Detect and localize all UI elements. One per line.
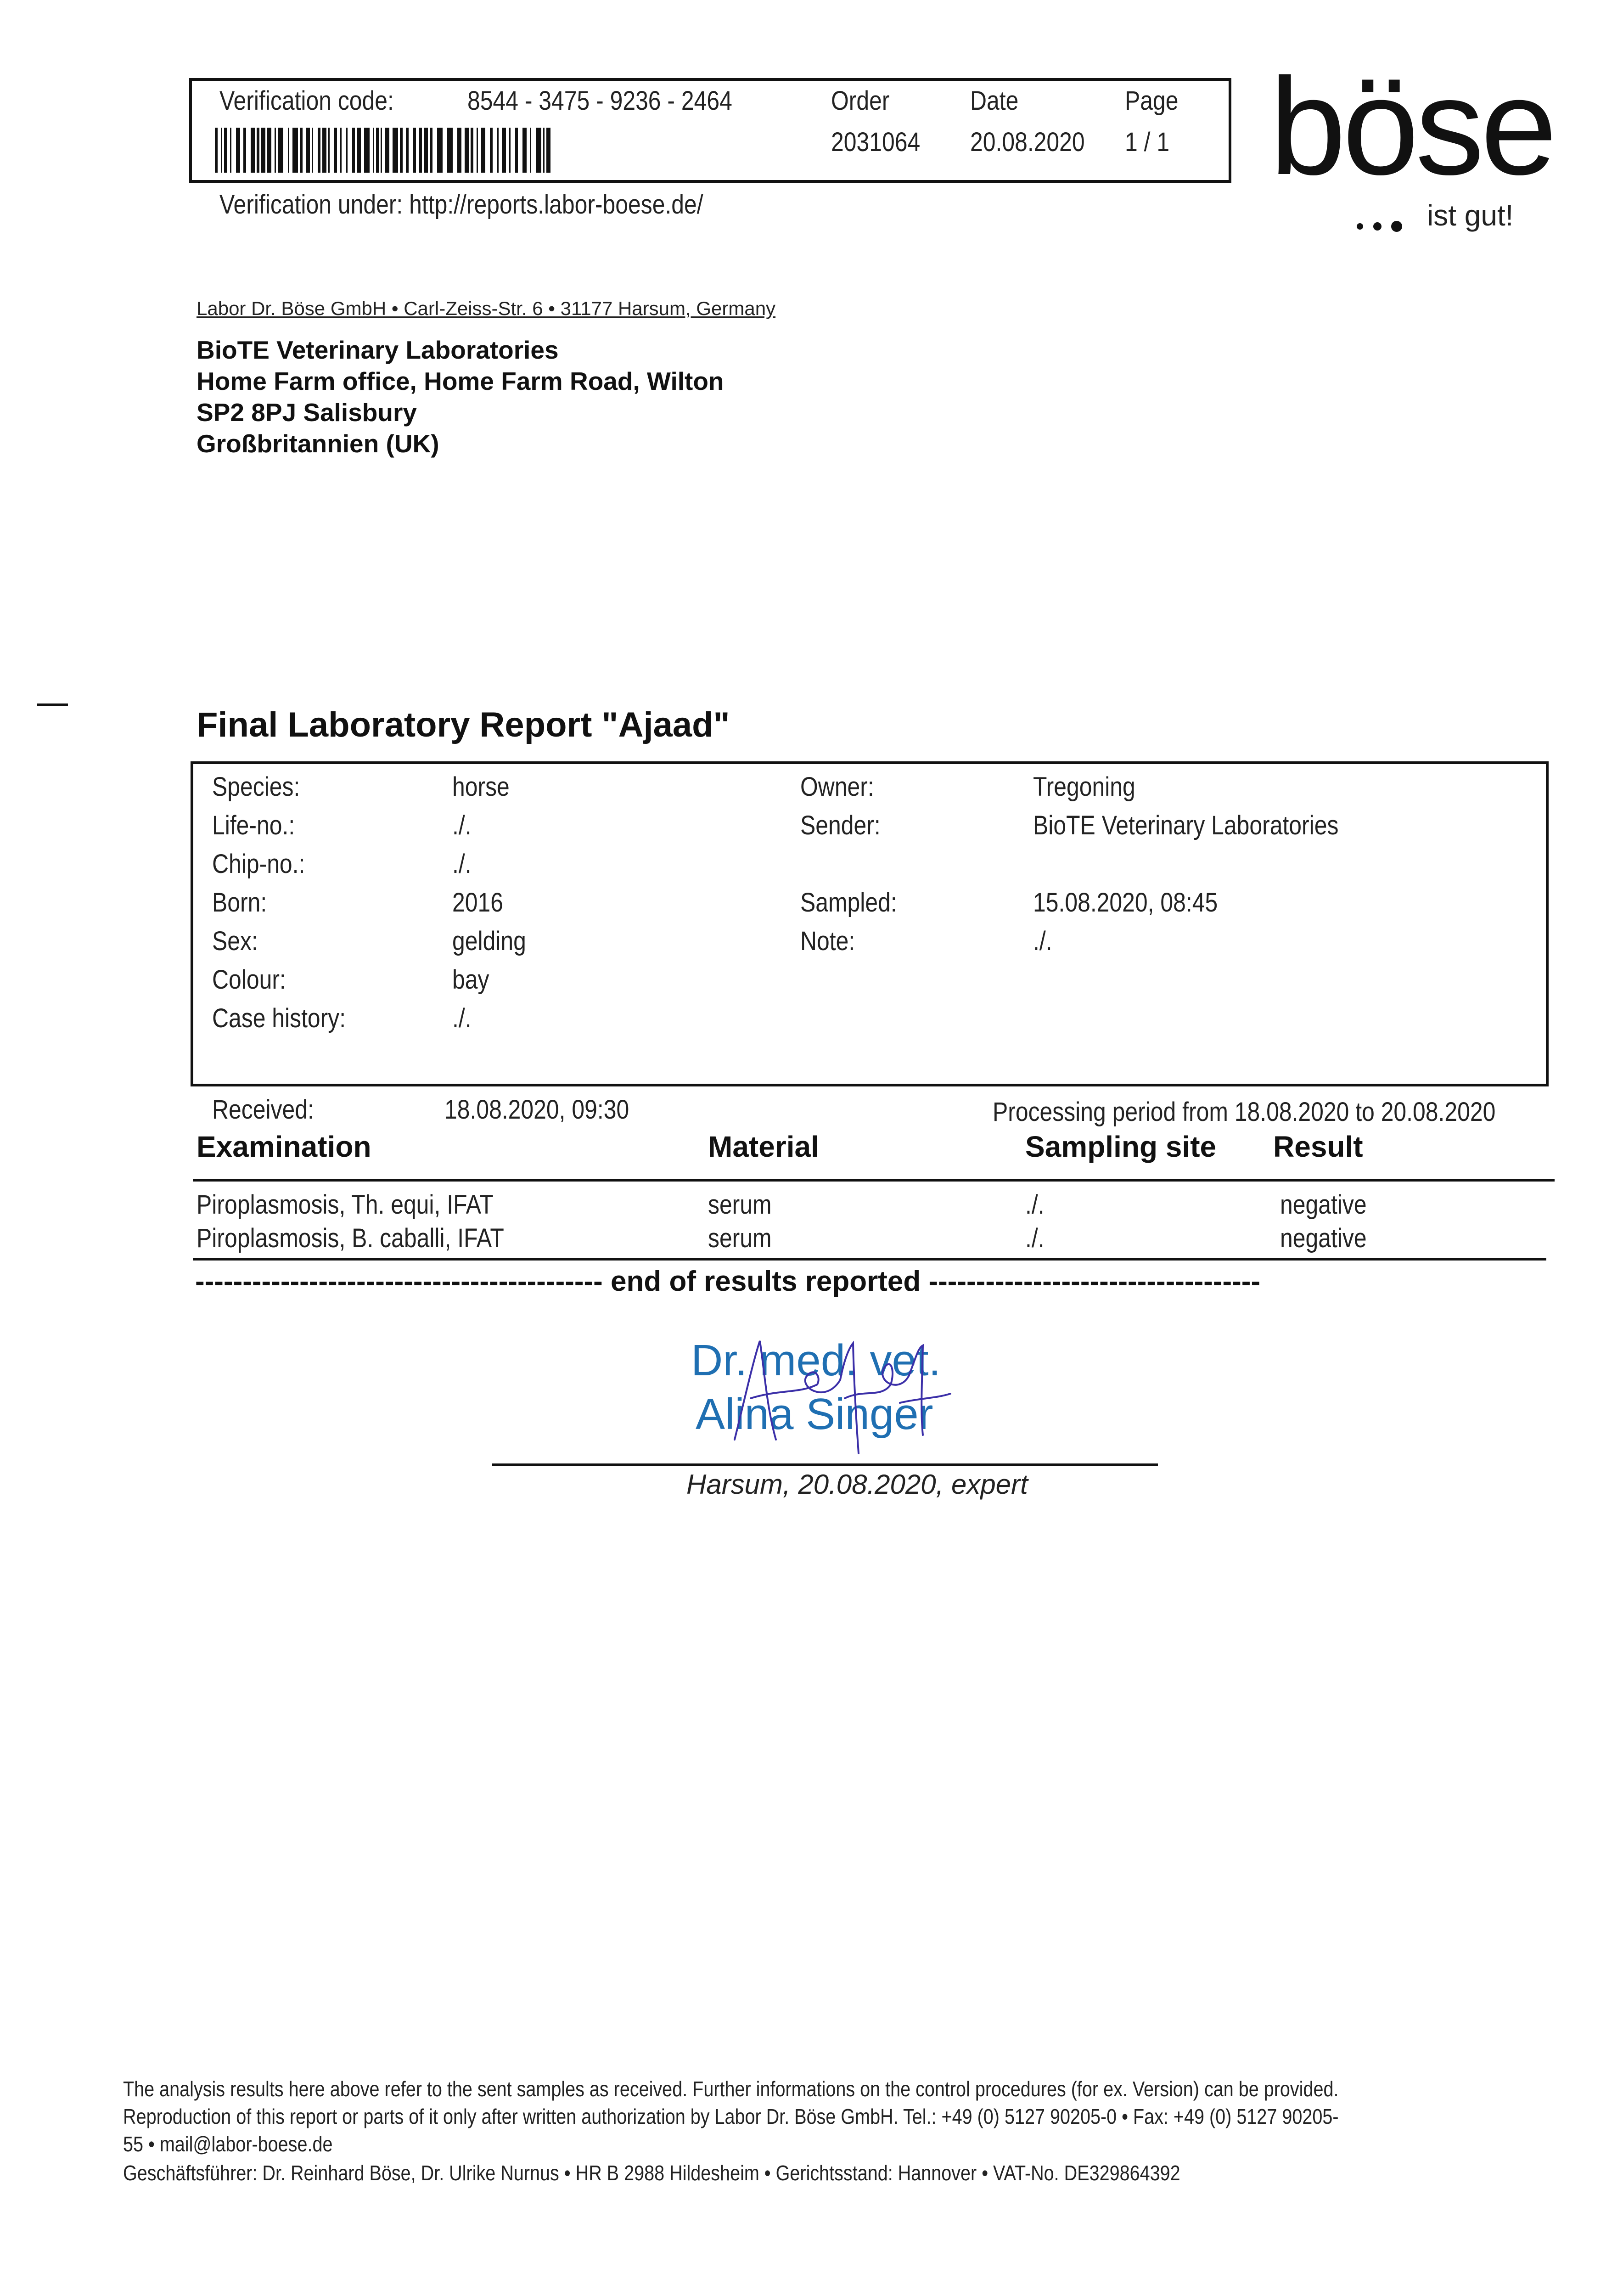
- owner-label: Owner:: [800, 772, 874, 802]
- case-history-label: Case history:: [212, 1003, 346, 1033]
- life-no-label: Life-no.:: [212, 810, 295, 840]
- order-number: 2031064: [831, 127, 921, 157]
- recipient-name: BioTE Veterinary Laboratories: [197, 336, 559, 364]
- verification-url: Verification under: http://reports.labor-boese.de/: [219, 190, 703, 219]
- col-result: Result: [1273, 1130, 1363, 1163]
- signature-title: Dr. med. vet.: [691, 1336, 941, 1385]
- recipient-country: Großbritannien (UK): [197, 429, 439, 458]
- born-label: Born:: [212, 888, 267, 917]
- sex-value: gelding: [452, 926, 526, 956]
- footer-line-2: Reproduction of this report or parts of it only after written authorization by Labor Dr. Böse GmbH. Tel.: +49 (0) 5127 90205-0 • Fax: +49 (0) 5127 90205-: [123, 2105, 1339, 2128]
- sender-value: BioTE Veterinary Laboratories: [1033, 810, 1339, 840]
- signature-caption: Harsum, 20.08.2020, expert: [686, 1469, 1028, 1500]
- page-label: Page: [1125, 86, 1179, 116]
- owner-value: Tregoning: [1033, 772, 1135, 802]
- logo-dots-icon: [1354, 219, 1410, 233]
- footer-line-3: 55 • mail@labor-boese.de: [123, 2132, 333, 2156]
- boese-logo: böse: [1269, 49, 1554, 203]
- colour-label: Colour:: [212, 965, 286, 995]
- barcode-icon: [215, 128, 552, 173]
- row-examination: Piroplasmosis, B. caballi, IFAT: [197, 1223, 504, 1253]
- end-of-results: ------------------------------------------- end of results reported -----------------------------------: [195, 1266, 1261, 1297]
- recipient-street: Home Farm office, Home Farm Road, Wilton: [197, 367, 724, 395]
- report-date: 20.08.2020: [970, 127, 1085, 157]
- col-examination: Examination: [197, 1130, 371, 1163]
- processing-period: Processing period from 18.08.2020 to 20.08.2020: [993, 1097, 1496, 1127]
- colour-value: bay: [452, 965, 489, 995]
- received-label: Received:: [212, 1095, 314, 1125]
- row-result: negative: [1280, 1223, 1367, 1253]
- table-header-rule: [193, 1179, 1555, 1182]
- date-label: Date: [970, 86, 1019, 116]
- life-no-value: ./.: [452, 810, 472, 840]
- row-material: serum: [708, 1223, 772, 1253]
- sender-label: Sender:: [800, 810, 881, 840]
- species-value: horse: [452, 772, 510, 802]
- row-sampling-site: ./.: [1025, 1223, 1045, 1253]
- recipient-city: SP2 8PJ Salisbury: [197, 398, 417, 427]
- chip-no-value: ./.: [452, 849, 472, 879]
- footer-line-4: Geschäftsführer: Dr. Reinhard Böse, Dr. Ulrike Nurnus • HR B 2988 Hildesheim • Gerichtsstand: Hannover • VAT-No. DE329864392: [123, 2161, 1180, 2185]
- chip-no-label: Chip-no.:: [212, 849, 305, 879]
- verification-code-label: Verification code:: [219, 86, 394, 116]
- logo-tagline: ist gut!: [1427, 199, 1514, 232]
- signature-name: Alina Singer: [696, 1390, 933, 1439]
- order-label: Order: [831, 86, 890, 116]
- sampled-value: 15.08.2020, 08:45: [1033, 888, 1218, 917]
- col-material: Material: [708, 1130, 819, 1163]
- report-title: Final Laboratory Report "Ajaad": [197, 705, 730, 744]
- row-sampling-site: ./.: [1025, 1190, 1045, 1220]
- row-material: serum: [708, 1190, 772, 1220]
- born-value: 2016: [452, 888, 503, 917]
- received-value: 18.08.2020, 09:30: [444, 1095, 629, 1125]
- case-history-value: ./.: [452, 1003, 472, 1033]
- col-sampling-site: Sampling site: [1025, 1130, 1217, 1163]
- note-label: Note:: [800, 926, 855, 956]
- species-label: Species:: [212, 772, 300, 802]
- row-examination: Piroplasmosis, Th. equi, IFAT: [197, 1190, 494, 1220]
- sender-address-line: Labor Dr. Böse GmbH • Carl-Zeiss-Str. 6 • 31177 Harsum, Germany: [197, 298, 776, 319]
- row-result: negative: [1280, 1190, 1367, 1220]
- verification-code: 8544 - 3475 - 9236 - 2464: [467, 86, 732, 116]
- signature-line: [492, 1463, 1158, 1466]
- handwritten-signature-icon: [707, 1329, 964, 1467]
- page-number: 1 / 1: [1125, 127, 1170, 157]
- sex-label: Sex:: [212, 926, 258, 956]
- footer-line-1: The analysis results here above refer to the sent samples as received. Further informations on the control procedures (for ex. Version) can be provided.: [123, 2077, 1339, 2101]
- note-value: ./.: [1033, 926, 1052, 956]
- fold-mark: [37, 703, 68, 706]
- table-bottom-rule: [193, 1258, 1546, 1261]
- sampled-label: Sampled:: [800, 888, 897, 917]
